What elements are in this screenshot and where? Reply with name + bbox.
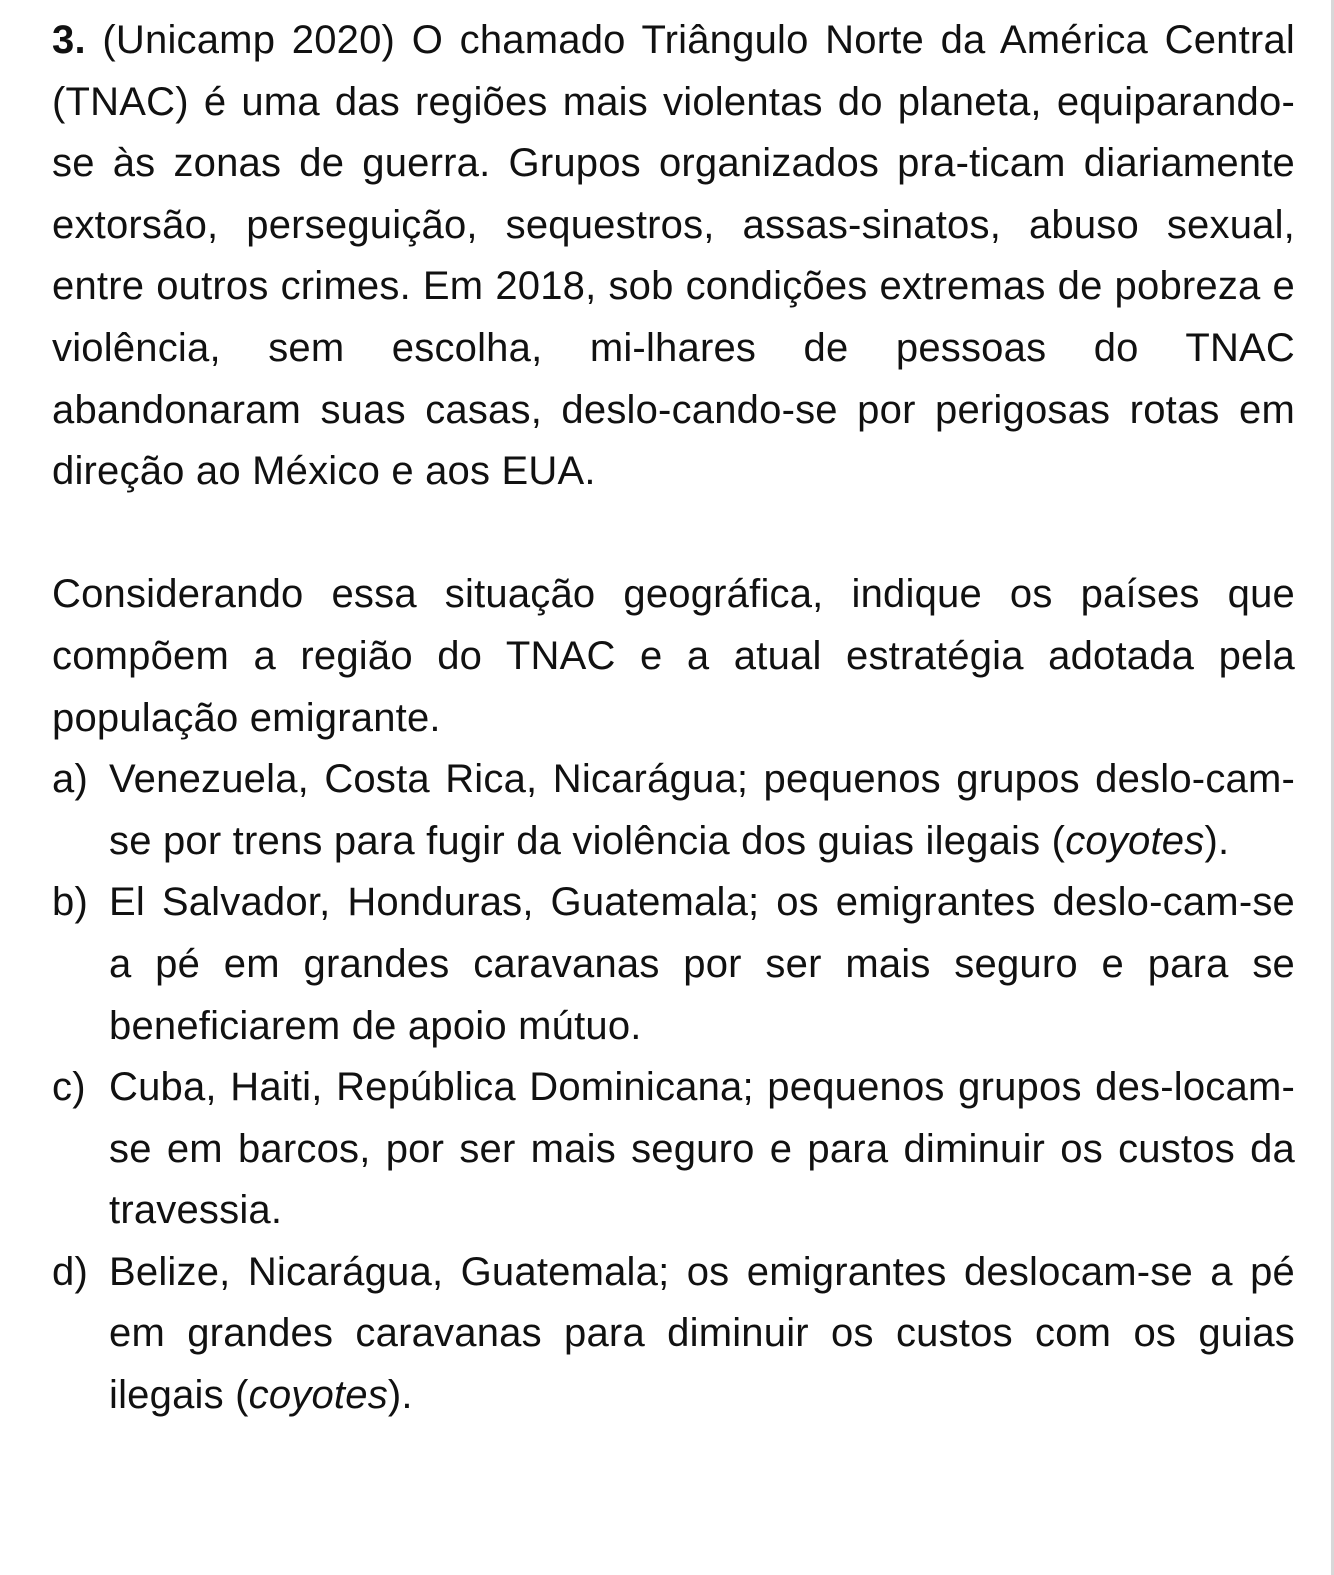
stem-line: EUA. [501,449,596,494]
option-c[interactable] [52,1057,1295,1242]
question-stem [52,10,1295,503]
option-d[interactable] [52,1242,1295,1427]
option-text [109,749,1295,872]
question-number: 3. [52,18,86,62]
paragraph-gap [52,503,1295,565]
prompt-line: população emigrante. [52,695,441,740]
option-text [109,1057,1295,1242]
option-line: Belize, Nicarágua, Guatemala; os emigrantes deslocam-se [109,1249,1193,1294]
option-letter: b) [52,880,88,925]
option-line: locam-se em barcos, por ser mais seguro e para diminuir [109,1065,1295,1171]
question-prompt [52,564,1295,749]
stem-line: O chamado Triângulo Norte da América [411,18,1149,62]
prompt-line: compõem a região do TNAC e a atual estratégia adotada pela [52,633,1295,678]
option-letter: a) [52,757,88,802]
option-line-italic: coyotes [248,1373,388,1418]
option-line: El Salvador, Honduras, Guatemala; os emigrantes deslo- [109,880,1163,925]
option-line: cam-se a pé em grandes caravanas por ser mais seguro e [109,880,1295,986]
option-line: a pé em grandes caravanas para diminuir os custos com os [109,1249,1295,1356]
option-line: ( [1051,818,1066,863]
stem-line: condições extremas de pobreza e violência, sem escolha, mi- [52,264,1295,370]
option-text [109,1242,1295,1427]
option-line-italic: coyotes [1065,818,1205,863]
stem-line: Central (TNAC) é uma das regiões mais violentas do planeta, [52,18,1295,124]
option-letter: d) [52,1249,88,1294]
option-line: ). [1204,818,1230,863]
option-line: cam-se por trens para fugir da violência dos guias ilegais [109,757,1295,863]
option-line: guias ilegais ( [109,1311,1295,1418]
question-source: (Unicamp 2020) [102,18,396,62]
option-line: Venezuela, Costa Rica, Nicarágua; pequenos grupos deslo- [109,757,1206,802]
stem-line: lhares de pessoas do TNAC abandonaram suas casas, deslo- [52,325,1296,432]
option-letter: c) [52,1065,86,1110]
option-line: Cuba, Haiti, República Dominicana; pequenos grupos des- [109,1065,1174,1110]
stem-line: equiparando-se às zonas de guerra. Grupos organizados pra- [52,79,1295,186]
stem-line: ticam diariamente extorsão, perseguição, sequestros, assas- [52,141,1295,247]
option-line: ). [387,1373,413,1418]
stem-line: cando-se por perigosas rotas em direção ao México e aos [52,387,1295,494]
option-text [109,872,1295,1057]
option-a[interactable] [52,749,1295,872]
option-b[interactable] [52,872,1295,1057]
stem-line: sinatos, abuso sexual, entre outros crimes. Em 2018, sob [52,202,1295,309]
option-line: para se beneficiarem de apoio mútuo. [109,941,1295,1048]
prompt-line: Considerando essa situação geográfica, indique os países que [52,572,1295,617]
option-line: os custos da travessia. [109,1126,1295,1233]
